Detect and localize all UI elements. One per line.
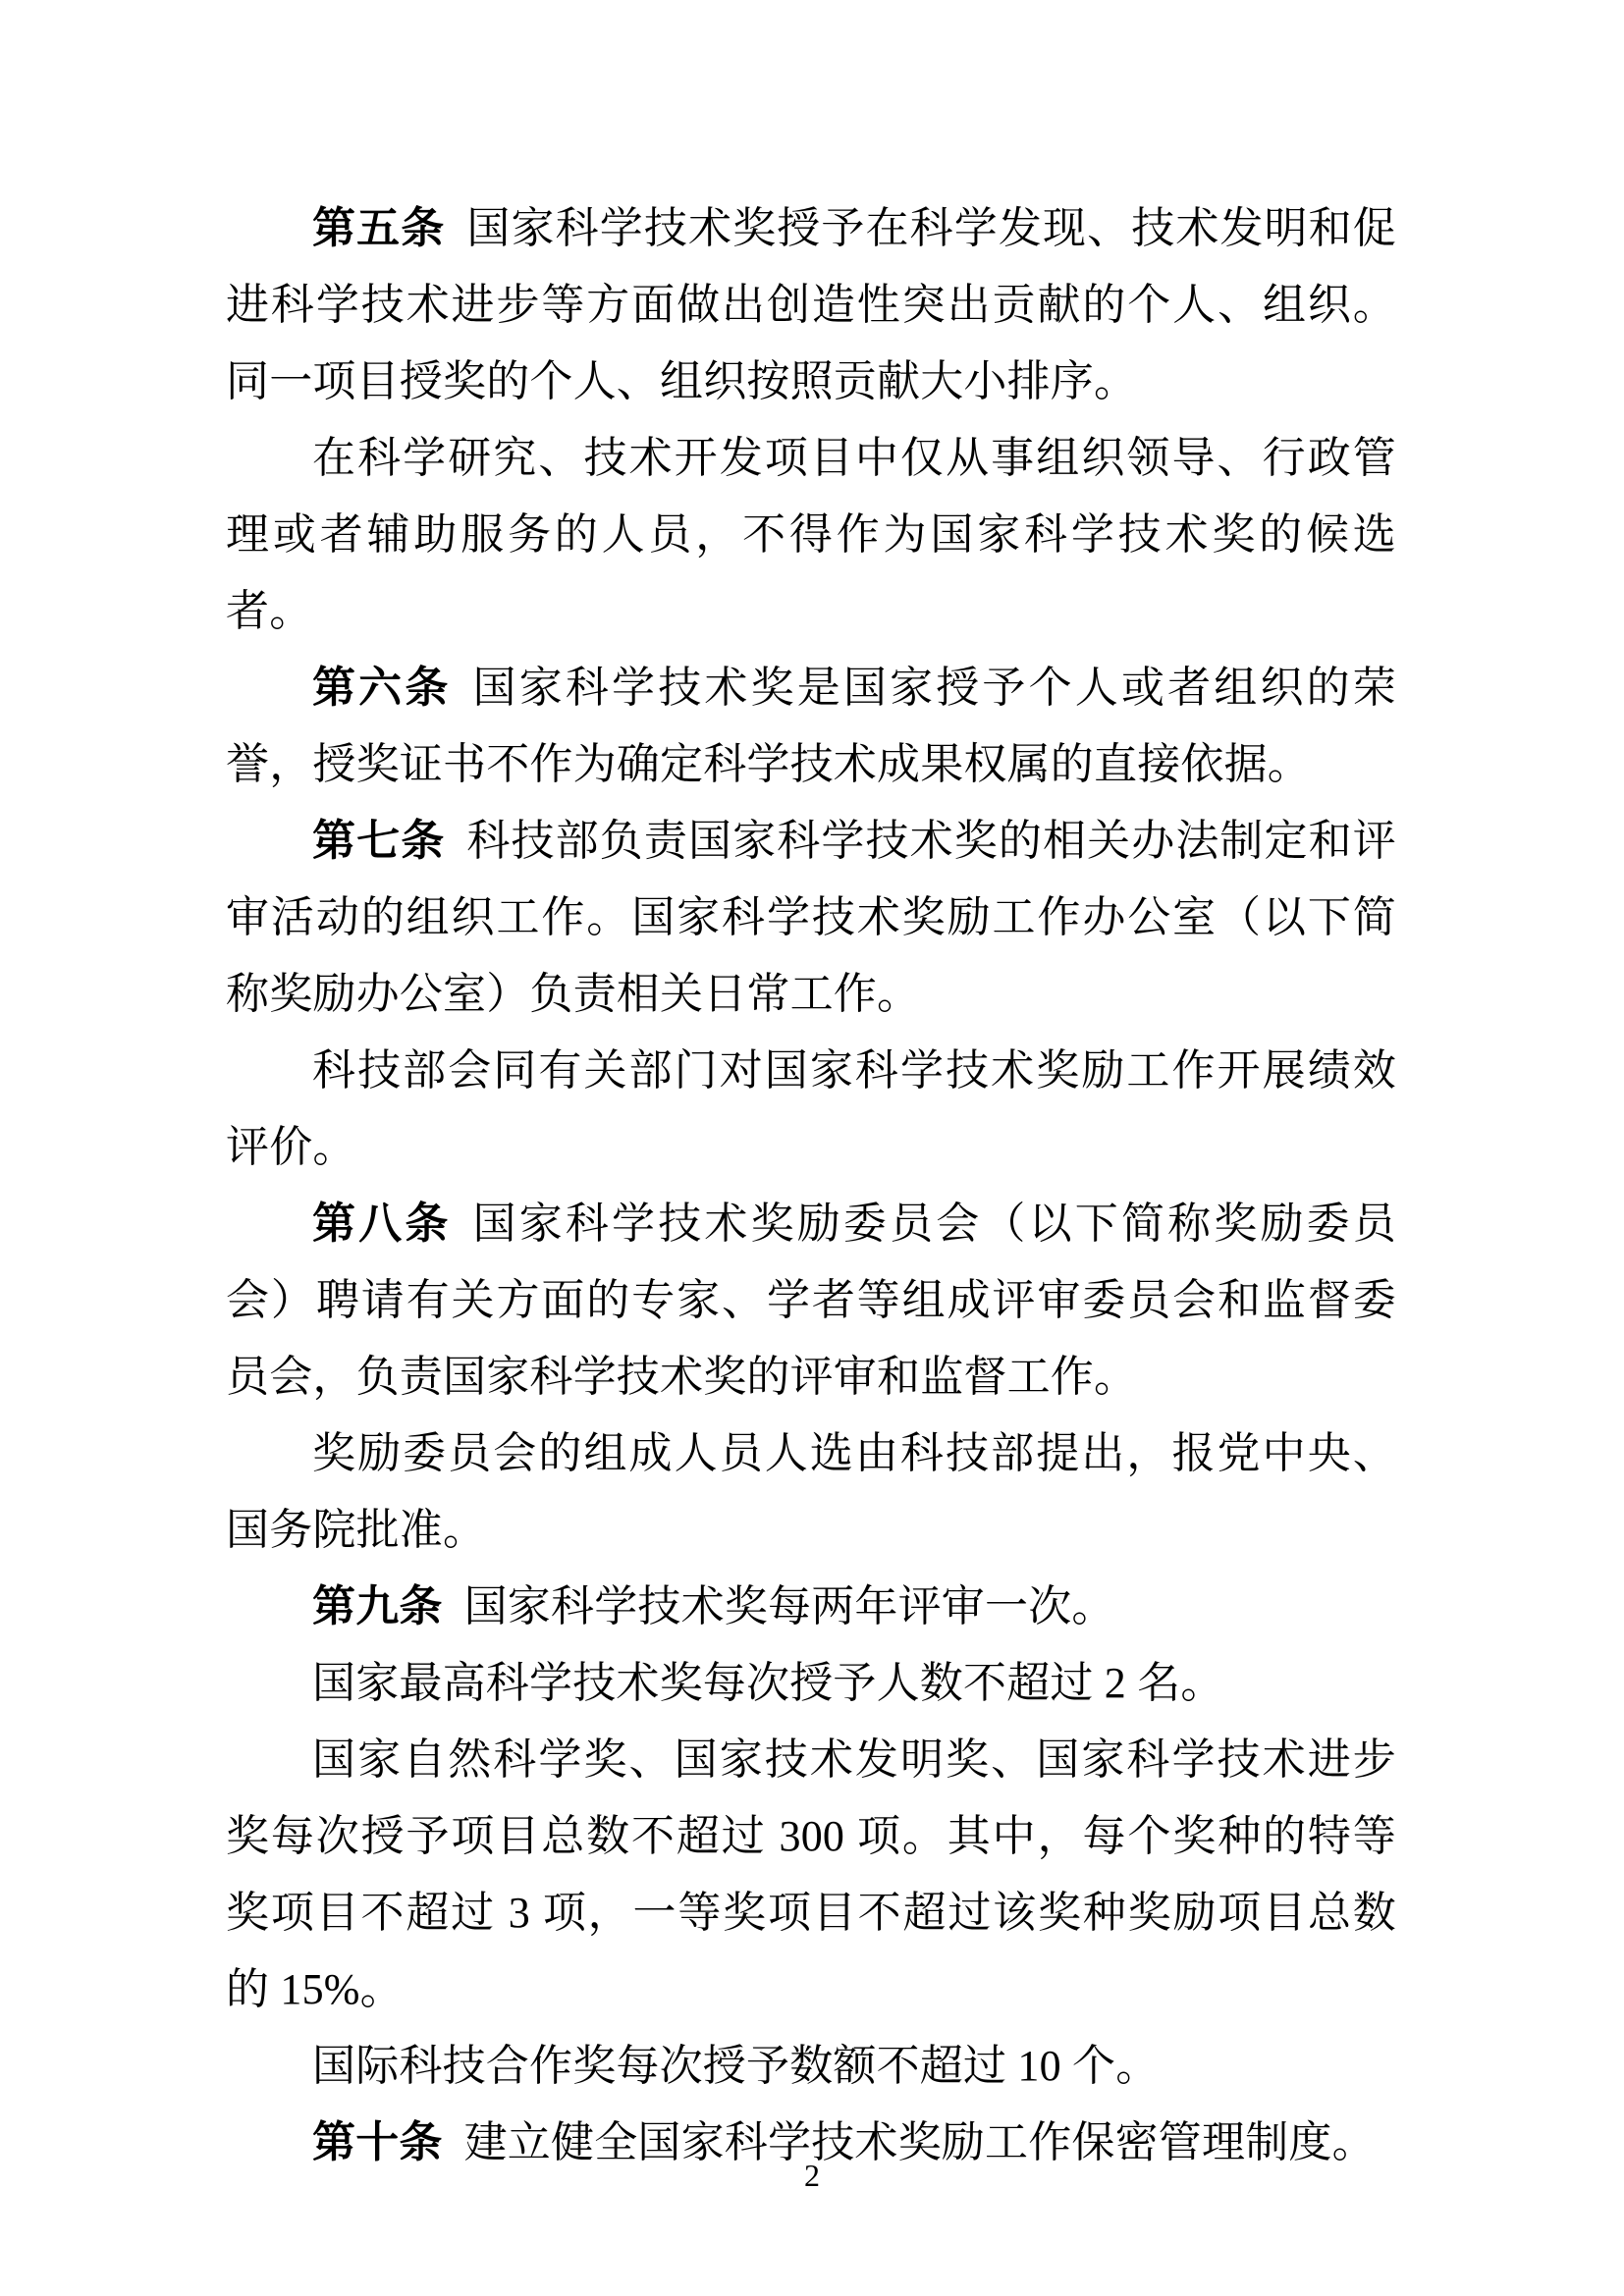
paragraph-text: 在科学研究、技术开发项目中仅从事组织领导、行政管理或者辅助服务的人员，不得作为国家科学技术奖的候选者。 — [226, 434, 1396, 635]
paragraph-text: 国家科学技术奖是国家授予个人或者组织的荣誉，授奖证书不作为确定科学技术成果权属的直接依据。 — [226, 664, 1397, 788]
paragraph — [226, 2028, 1396, 2105]
paragraph-text: 国际科技合作奖每次授予数额不超过 10 个。 — [312, 2042, 1160, 2090]
paragraph-text: 国家科学技术奖授予在科学发现、技术发明和促进科学技术进步等方面做出创造性突出贡献的个人、组织。同一项目授奖的个人、组织按照贡献大小排序。 — [226, 204, 1396, 405]
article-number-label: 第十条 — [312, 2118, 443, 2166]
article-number-label: 第七条 — [312, 817, 446, 865]
article-number-label: 第六条 — [312, 664, 452, 712]
paragraph-text: 奖励委员会的组成人员人选由科技部提出，报党中央、国务院批准。 — [226, 1429, 1396, 1554]
article-number-label: 第八条 — [312, 1200, 452, 1248]
paragraph-text: 国家自然科学奖、国家技术发明奖、国家科学技术进步奖每次授予项目总数不超过 300 项。其中，每个奖种的特等奖项目不超过 3 项，一等奖项目不超过该奖种奖励项目总数的 15%。 — [226, 1735, 1396, 2013]
article-number-label: 第五条 — [312, 204, 446, 252]
paragraph-text: 科技部负责国家科学技术奖的相关办法制定和评审活动的组织工作。国家科学技术奖励工作办公室（以下简称奖励办公室）负责相关日常工作。 — [226, 817, 1396, 1018]
paragraph-text: 科技部会同有关部门对国家科学技术奖励工作开展绩效评价。 — [226, 1046, 1396, 1171]
paragraph-text: 国家最高科学技术奖每次授予人数不超过 2 名。 — [312, 1659, 1224, 1707]
paragraph — [226, 650, 1396, 803]
paragraph-text: 国家科学技术奖励委员会（以下简称奖励委员会）聘请有关方面的专家、学者等组成评审委员会和监督委员会，负责国家科学技术奖的评审和监督工作。 — [226, 1200, 1397, 1401]
paragraph — [226, 1415, 1396, 1569]
paragraph-text: 国家科学技术奖每两年评审一次。 — [463, 1582, 1115, 1630]
paragraph — [226, 1722, 1396, 2028]
paragraph — [226, 190, 1396, 420]
paragraph — [226, 803, 1396, 1033]
article-number-label: 第九条 — [312, 1582, 443, 1630]
document-body — [226, 190, 1396, 2181]
paragraph — [226, 420, 1396, 650]
paragraph — [226, 1186, 1396, 1415]
paragraph-text: 建立健全国家科学技术奖励工作保密管理制度。 — [463, 2118, 1376, 2166]
page-number: 2 — [804, 2158, 820, 2193]
paragraph — [226, 1033, 1396, 1186]
paragraph — [226, 1645, 1396, 1722]
paragraph — [226, 1569, 1396, 1645]
